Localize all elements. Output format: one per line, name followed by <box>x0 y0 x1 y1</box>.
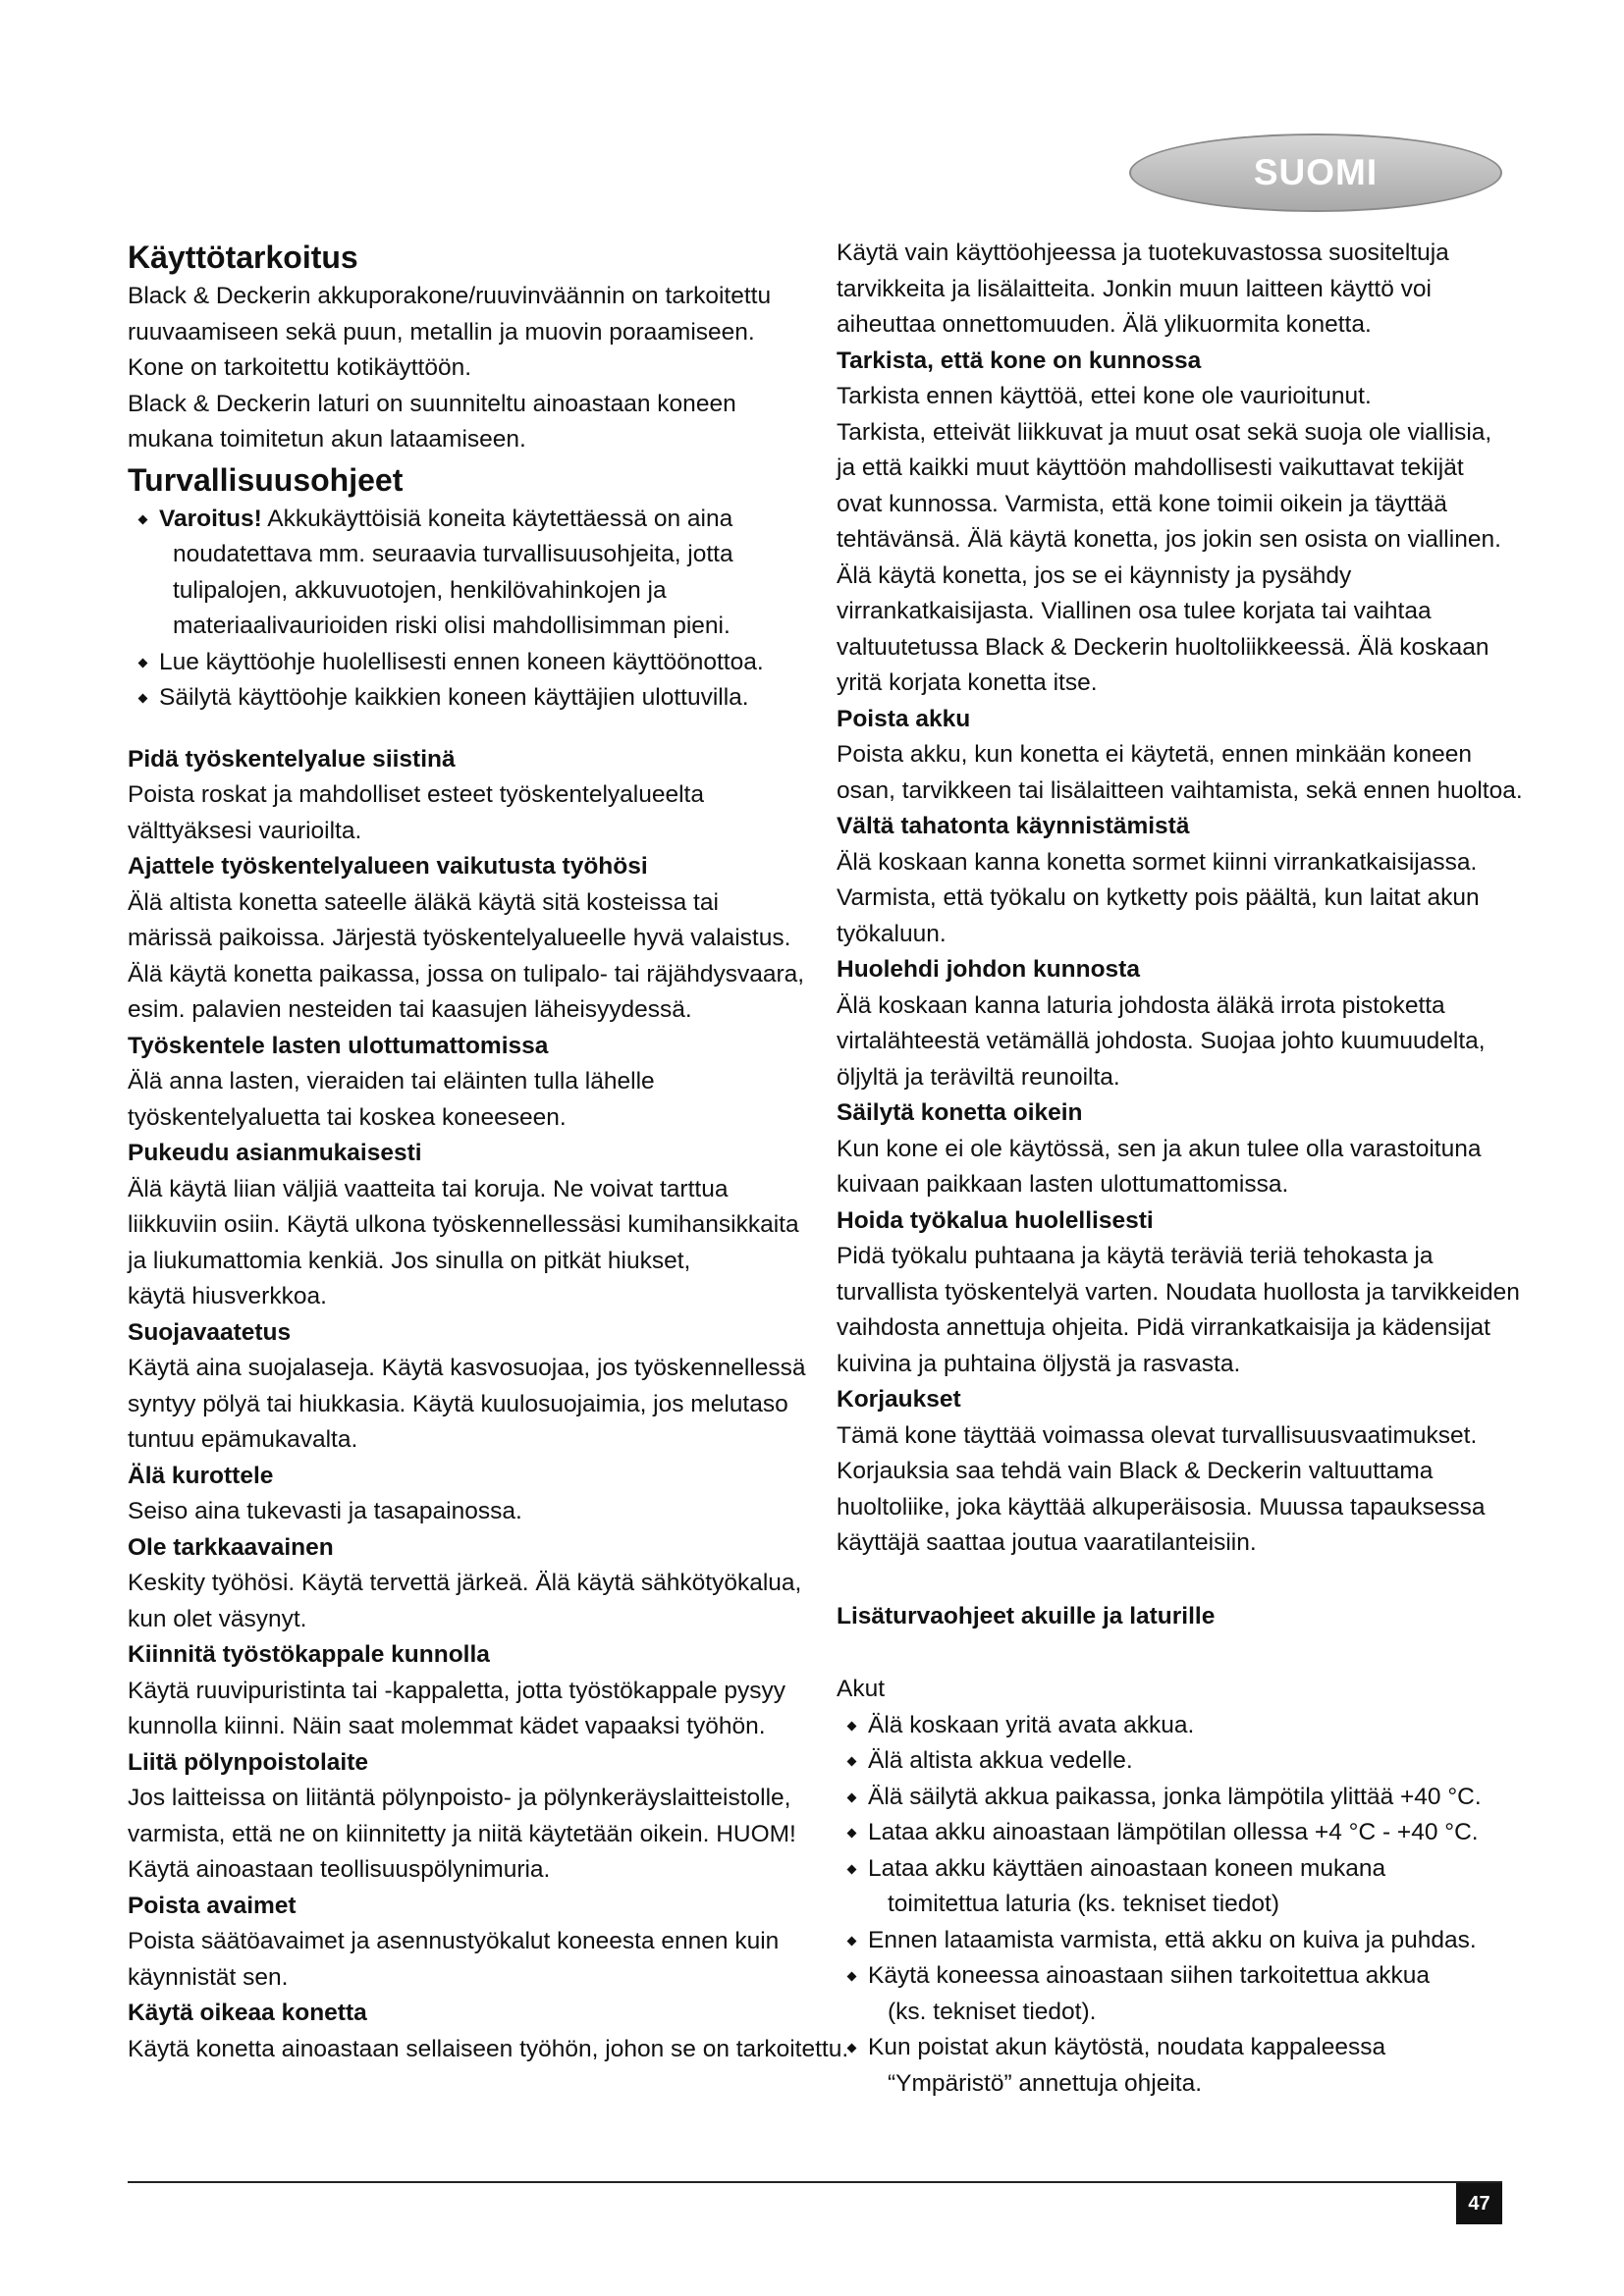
section-line: Tämä kone täyttää voimassa olevat turvallisuusvaatimukset. <box>837 1421 1478 1449</box>
section-line: käyttäjä saattaa joutua vaaratilanteisiin. <box>837 1529 1257 1556</box>
intro-line: aiheuttaa onnettomuuden. Älä ylikuormita konetta. <box>837 311 1372 338</box>
section-line: vaihdosta annettuja ohjeita. Pidä virrankatkaisija ja kädensijat <box>837 1314 1490 1341</box>
section-line: esim. palavien nesteiden tai kaasujen läheisyydessä. <box>128 996 692 1023</box>
section-heading: Huolehdi johdon kunnosta <box>837 956 1140 983</box>
section-line: osan, tarvikkeen tai lisälaitteen vaihtamista, sekä ennen huoltoa. <box>837 776 1523 804</box>
section-line: tehtävänsä. Älä käytä konetta, jos jokin sen osista on viallinen. <box>837 526 1501 553</box>
intended-use-line: ruuvaamiseen sekä puun, metallin ja muovin poraamiseen. <box>128 318 755 346</box>
battery-bullet: Älä altista akkua vedelle. <box>837 1743 1504 1780</box>
battery-bullet: Lataa akku ainoastaan lämpötilan ollessa +4 °C - +40 °C. <box>837 1815 1504 1851</box>
section-line: Kun kone ei ole käytössä, sen ja akun tulee olla varastoituna <box>837 1135 1482 1162</box>
section-line: Varmista, että työkalu on kytketty pois päältä, kun laitat akun <box>837 884 1480 911</box>
intended-use-line: Black & Deckerin akkuporakone/ruuvinväännin on tarkoitettu <box>128 283 772 309</box>
section-heading: Ole tarkkaavainen <box>128 1533 334 1561</box>
section-line: varmista, että ne on kiinnitetty ja niitä käytetään oikein. HUOM! <box>128 1820 796 1847</box>
warning-bullet <box>128 502 795 538</box>
section-line: kun olet väsynyt. <box>128 1605 307 1632</box>
section-line: Pidä työkalu puhtaana ja käytä teräviä teriä tehokasta ja <box>837 1243 1434 1269</box>
section-line: ja liukumattomia kenkiä. Jos sinulla on pitkät hiukset, <box>128 1247 691 1274</box>
section-line: Älä koskaan kanna laturia johdosta äläkä irrota pistoketta <box>837 991 1445 1019</box>
section-heading: Suojavaatetus <box>128 1318 292 1346</box>
section-line: ja että kaikki muut käyttöön mahdollisesti vaikuttavat tekijät <box>837 454 1464 481</box>
footer-rule <box>128 2181 1502 2183</box>
intended-use-line: Kone on tarkoitettu kotikäyttöön. <box>128 354 472 381</box>
section-line: Älä käytä liian väljiä vaatteita tai koruja. Ne voivat tarttua <box>128 1175 729 1202</box>
safety-heading: Turvallisuusohjeet <box>128 461 404 498</box>
section-line: valtuutetussa Black & Deckerin huoltoliikkeessä. Älä koskaan <box>837 633 1489 661</box>
page-number: 47 <box>1456 2183 1502 2224</box>
battery-bullet: Ennen lataamista varmista, että akku on kuiva ja puhdas. <box>837 1923 1504 1959</box>
section-line: Tarkista ennen käyttöä, ettei kone ole vaurioitunut. <box>837 383 1372 409</box>
section-heading: Pidä työskentelyalue siistinä <box>128 745 456 773</box>
section-line: käynnistät sen. <box>128 1963 289 1991</box>
section-line: virtalähteestä vetämällä johdosta. Suojaa johto kuumuudelta, <box>837 1028 1486 1054</box>
section-line: märissä paikoissa. Järjestä työskentelyalueelle hyvä valaistus. <box>128 925 791 951</box>
section-line: työkaluun. <box>837 920 947 947</box>
section-line: kunnolla kiinni. Näin saat molemmat kädet vapaaksi työhön. <box>128 1713 766 1739</box>
section-line: Älä käytä konetta paikassa, jossa on tulipalo- tai räjähdysvaara, <box>128 960 805 988</box>
battery-bullet: Kun poistat akun käytöstä, noudata kappaleessa <box>837 2030 1504 2066</box>
battery-bullet: Älä säilytä akkua paikassa, jonka lämpötila ylittää +40 °C. <box>837 1780 1504 1816</box>
section-line: Älä altista konetta sateelle äläkä käytä sitä kosteissa tai <box>128 888 719 916</box>
section-line: Poista roskat ja mahdolliset esteet työskentelyalueelta <box>128 781 704 808</box>
section-line: Käytä ainoastaan teollisuuspölynimuria. <box>128 1856 551 1883</box>
intended-use-line: Black & Deckerin laturi on suunniteltu ainoastaan koneen <box>128 390 736 417</box>
section-heading: Kiinnitä työstökappale kunnolla <box>128 1641 490 1668</box>
section-line: Käytä ruuvipuristinta tai -kappaletta, jotta työstökappale pysyy <box>128 1677 786 1704</box>
section-line: kuivaan paikkaan lasten ulottumattomissa. <box>837 1171 1289 1198</box>
section-line: välttyäksesi vaurioilta. <box>128 817 362 844</box>
language-tab-label: SUOMI <box>1253 152 1379 192</box>
battery-bullet: Älä koskaan yritä avata akkua. <box>837 1708 1504 1744</box>
section-line: turvallista työskentelyä varten. Noudata huollosta ja tarvikkeiden <box>837 1278 1520 1306</box>
intended-use-line: mukana toimitetun akun lataamiseen. <box>128 426 526 453</box>
section-heading: Vältä tahatonta käynnistämistä <box>837 813 1190 839</box>
left-column <box>128 236 849 2067</box>
extra-safety-heading: Lisäturvaohjeet akuille ja laturille <box>837 1602 1216 1629</box>
section-line: Käytä konetta ainoastaan sellaiseen työhön, johon se on tarkoitettu. <box>128 2035 849 2062</box>
section-heading: Tarkista, että kone on kunnossa <box>837 347 1202 374</box>
section-heading: Hoida työkalua huolellisesti <box>837 1206 1154 1234</box>
warning-line: noudatettava mm. seuraavia turvallisuusohjeita, jotta <box>173 541 733 567</box>
section-line: syntyy pölyä tai hiukkasia. Käytä kuulosuojaimia, jos melutaso <box>128 1390 788 1417</box>
battery-bullet: Käytä koneessa ainoastaan siihen tarkoitettua akkua <box>837 1958 1504 1995</box>
battery-bullet-cont: “Ympäristö” annettuja ohjeita. <box>888 2069 1203 2097</box>
section-line: yritä korjata konetta itse. <box>837 669 1098 696</box>
section-line: Seiso aina tukevasti ja tasapainossa. <box>128 1498 522 1524</box>
battery-bullet: Lataa akku käyttäen ainoastaan koneen mukana <box>837 1851 1504 1888</box>
section-heading: Säilytä konetta oikein <box>837 1099 1083 1126</box>
section-line: huoltoliike, joka käyttää alkuperäisosia. Muussa tapauksessa <box>837 1493 1486 1521</box>
warning-label: Varoitus! <box>159 505 262 532</box>
section-line: käytä hiusverkkoa. <box>128 1283 327 1309</box>
battery-bullet-cont: toimitettua laturia (ks. tekniset tiedot) <box>888 1891 1279 1917</box>
intro-line: Käytä vain käyttöohjeessa ja tuotekuvastossa suositeltuja <box>837 240 1449 266</box>
section-line: kuivina ja puhtaina öljystä ja rasvasta. <box>837 1350 1241 1377</box>
section-line: Korjauksia saa tehdä vain Black & Deckerin valtuuttama <box>837 1458 1434 1484</box>
section-heading: Ajattele työskentelyalueen vaikutusta työhösi <box>128 853 648 880</box>
section-line: tuntuu epämukavalta. <box>128 1426 358 1453</box>
section-heading: Pukeudu asianmukaisesti <box>128 1140 422 1166</box>
warning-line: materiaalivaurioiden riski olisi mahdollisimman pieni. <box>173 613 731 639</box>
section-line: Poista säätöavaimet ja asennustyökalut koneesta ennen kuin <box>128 1928 780 1954</box>
section-heading: Liitä pölynpoistolaite <box>128 1748 369 1776</box>
section-line: Jos laitteissa on liitäntä pölynpoisto- ja pölynkeräyslaitteistolle, <box>128 1785 791 1811</box>
section-line: Tarkista, etteivät liikkuvat ja muut osat sekä suoja ole viallisia, <box>837 418 1492 446</box>
batteries-label: Akut <box>837 1676 886 1702</box>
battery-bullet-cont: (ks. tekniset tiedot). <box>888 1998 1097 2025</box>
section-heading: Älä kurottele <box>128 1462 274 1489</box>
warning-line: tulipalojen, akkuvuotojen, henkilövahinkojen ja <box>173 576 667 604</box>
section-heading: Korjaukset <box>837 1386 961 1413</box>
section-line: työskentelyaluetta tai koskea koneeseen. <box>128 1103 567 1131</box>
section-line: Älä käytä konetta, jos se ei käynnisty ja pysähdy <box>837 561 1352 589</box>
bullet-item: Säilytä käyttöohje kaikkien koneen käyttäjien ulottuvilla. <box>128 680 795 717</box>
section-line: Keskity työhösi. Käytä tervettä järkeä. Älä käytä sähkötyökalua, <box>128 1570 802 1596</box>
section-line: Poista akku, kun konetta ei käytetä, ennen minkään koneen <box>837 741 1472 768</box>
section-heading: Poista akku <box>837 705 971 732</box>
section-line: ovat kunnossa. Varmista, että kone toimii oikein ja täyttää <box>837 490 1447 517</box>
section-heading: Poista avaimet <box>128 1892 297 1919</box>
section-heading: Työskentele lasten ulottumattomissa <box>128 1032 549 1059</box>
section-line: Älä koskaan kanna konetta sormet kiinni virrankatkaisijassa. <box>837 848 1478 876</box>
section-line: öljyltä ja teräviltä reunoilta. <box>837 1063 1120 1091</box>
section-line: Älä anna lasten, vieraiden tai eläinten tulla lähelle <box>128 1068 655 1095</box>
bullet-item: Lue käyttöohje huolellisesti ennen koneen käyttöönottoa. <box>128 645 795 681</box>
section-line: Käytä aina suojalaseja. Käytä kasvosuojaa, jos työskennellessä <box>128 1355 806 1381</box>
intro-line: tarvikkeita ja lisälaitteita. Jonkin muun laitteen käyttö voi <box>837 275 1432 302</box>
language-tab <box>1129 133 1502 212</box>
section-line: liikkuviin osiin. Käytä ulkona työskennellessäsi kumihansikkaita <box>128 1211 799 1238</box>
right-column <box>837 236 1523 2102</box>
section-heading: Käytä oikeaa konetta <box>128 2000 367 2026</box>
section-line: virrankatkaisijasta. Viallinen osa tulee korjata tai vaihtaa <box>837 598 1432 624</box>
intended-use-heading: Käyttötarkoitus <box>128 240 358 275</box>
warning-text: Akkukäyttöisiä koneita käytettäessä on aina <box>261 505 733 532</box>
